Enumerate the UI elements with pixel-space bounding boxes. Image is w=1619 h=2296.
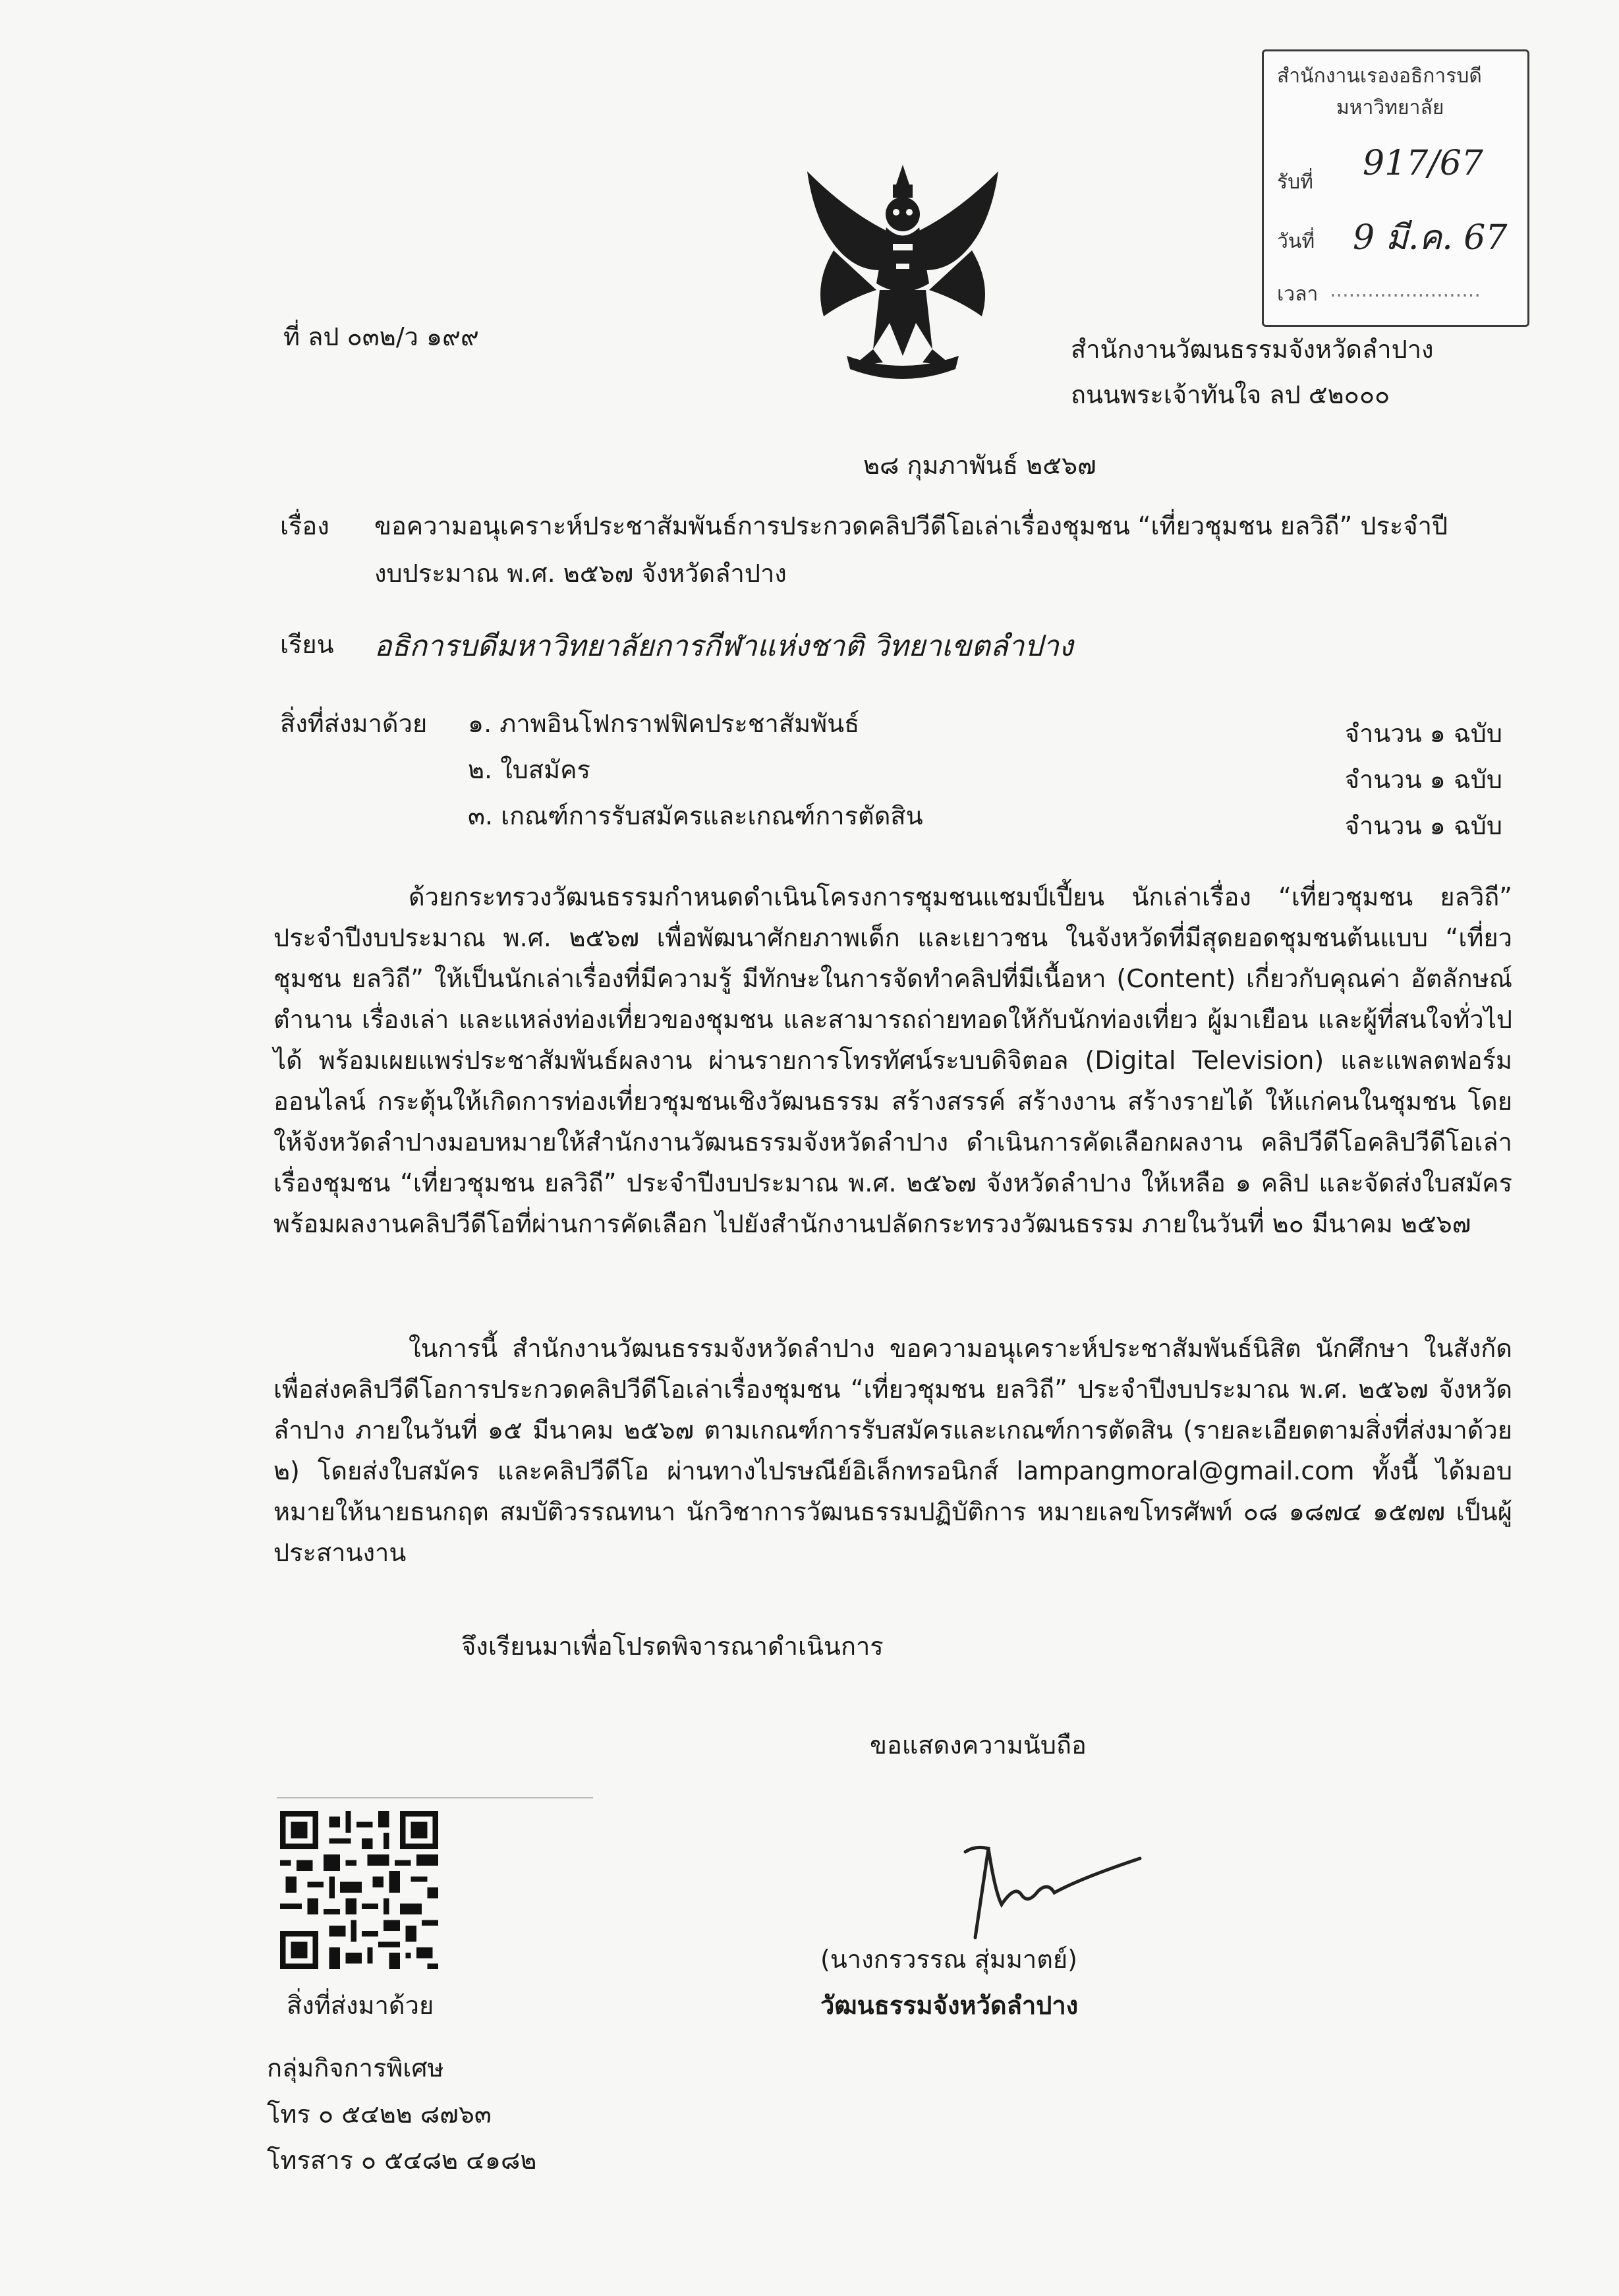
- stamp-university: มหาวิทยาลัย: [1336, 96, 1444, 119]
- salutation-recipient: อธิการบดีมหาวิทยาลัยการกีฬาแห่งชาติ วิทยาเขตลำปาง: [374, 629, 1073, 663]
- stamp-date-label: วันที่: [1277, 230, 1315, 253]
- body-paragraph-1: [273, 876, 1512, 1244]
- stamp-date-value: 9 มี.ค. 67: [1353, 218, 1508, 258]
- enclosure-qty-1: จำนวน ๑ ฉบับ: [1344, 719, 1502, 748]
- receipt-stamp: [1262, 49, 1529, 327]
- enclosures-label: สิ่งที่ส่งมาด้วย: [280, 709, 428, 738]
- office-address: ถนนพระเจ้าทันใจ ลป ๕๒๐๐๐: [1071, 380, 1390, 409]
- stamp-receive-label: รับที่: [1277, 171, 1313, 194]
- qr-caption: สิ่งที่ส่งมาด้วย: [287, 1991, 434, 2020]
- enclosure-item-3: ๓. เกณฑ์การรับสมัครและเกณฑ์การตัดสิน: [468, 801, 923, 830]
- stamp-office: สำนักงานเรองอธิการบดี: [1277, 65, 1482, 88]
- subject-line-1: ขอความอนุเคราะห์ประชาสัมพันธ์การประกวดคลิปวีดีโอเล่าเรื่องชุมชน “เที่ยวชุมชน ยลวิถี” ประจำปี: [374, 511, 1448, 540]
- department: กลุ่มกิจการพิเศษ: [267, 2053, 444, 2082]
- stamp-receive-number: 917/67: [1363, 144, 1483, 183]
- enclosure-qty-2: จำนวน ๑ ฉบับ: [1344, 765, 1502, 794]
- phone-number: โทร ๐ ๕๔๒๒ ๘๗๖๓: [267, 2100, 492, 2129]
- body-paragraph-2-text: ในการนี้ สำนักงานวัฒนธรรมจังหวัดลำปาง ขอความอนุเคราะห์ประชาสัมพันธ์นิสิต นักศึกษา ในสังกัด เพื่อส่งคลิปวีดีโอการประกวดคลิปวีดีโอเล่าเรื่องชุมชน “เที่ยวชุมชน ยลวิถี” ประจำปีงบประมาณ พ.ศ. ๒๕๖๗ จังหวัดลำปาง ภายในวันที่ ๑๕ มีนาคม ๒๕๖๗ ตามเกณฑ์การรับสมัครและเกณฑ์การตัดสิน (รายละเอียดตามสิ่งที่ส่งมาด้วย ๒) โดยส่งใบสมัคร และคลิปวีดีโอ ผ่านทางไปรษณีย์อิเล็กทรอนิกส์ lampangmoral@gmail.com ทั้งนี้ ได้มอบหมายให้นายธนกฤต สมบัติวรรณทนา นักวิชาการวัฒนธรรมปฏิบัติการ หมายเลขโทรศัพท์ ๐๘ ๑๘๗๔ ๑๕๗๗ เป็นผู้ประสานงาน: [273, 1334, 1512, 1567]
- signatory-name: (นางกรวรรณ สุ่มมาตย์): [820, 1945, 1078, 1974]
- office-name: สำนักงานวัฒนธรรมจังหวัดลำปาง: [1071, 335, 1434, 364]
- enclosure-item-1: ๑. ภาพอินโฟกราฟฟิคประชาสัมพันธ์: [468, 709, 860, 738]
- reference-number: ที่ ลป ๐๓๒/ว ๑๙๙: [283, 322, 479, 351]
- stamp-time-label: เวลา: [1277, 283, 1319, 306]
- enclosure-qty-3: จำนวน ๑ ฉบับ: [1344, 811, 1502, 840]
- body-paragraph-2: [273, 1328, 1512, 1573]
- letter-date: ๒๘ กุมภาพันธ์ ๒๕๖๗: [863, 451, 1096, 480]
- qr-code-icon[interactable]: [280, 1811, 438, 1969]
- divider: [277, 1797, 593, 1798]
- salutation-label: เรียน: [280, 630, 334, 659]
- subject-label: เรื่อง: [280, 511, 329, 540]
- garuda-emblem-icon: [794, 158, 1011, 395]
- signatory-position: วัฒนธรรมจังหวัดลำปาง: [820, 1991, 1079, 2020]
- body-paragraph-1-text: ด้วยกระทรวงวัฒนธรรมกำหนดดำเนินโครงการชุมชนแชมป์เปี้ยน นักเล่าเรื่อง “เที่ยวชุมชน ยลวิถี” ประจำปีงบประมาณ พ.ศ. ๒๕๖๗ เพื่อพัฒนาศักยภาพเด็ก และเยาวชน ในจังหวัดที่มีสุดยอดชุมชนต้นแบบ “เที่ยวชุมชน ยลวิถี” ให้เป็นนักเล่าเรื่องที่มีความรู้ มีทักษะในการจัดทำคลิปที่มีเนื้อหา (Content) เกี่ยวกับคุณค่า อัตลักษณ์ ตำนาน เรื่องเล่า และแหล่งท่องเที่ยวของชุมชน และสามารถถ่ายทอดให้กับนักท่องเที่ยว ผู้มาเยือน และผู้ที่สนใจทั่วไปได้ พร้อมเผยแพร่ประชาสัมพันธ์ผลงาน ผ่านรายการโทรทัศน์ระบบดิจิตอล (Digital Television) และแพลตฟอร์มออนไลน์ กระตุ้นให้เกิดการท่องเที่ยวชุมชนเชิงวัฒนธรรม สร้างสรรค์ สร้างงาน สร้างรายได้ ให้แก่คนในชุมชน โดยให้จังหวัดลำปางมอบหมายให้สำนักงานวัฒนธรรมจังหวัดลำปาง ดำเนินการคัดเลือกผลงาน คลิปวีดีโอคลิปวีดีโอเล่าเรื่องชุมชน “เที่ยวชุมชน ยลวิถี” ประจำปีงบประมาณ พ.ศ. ๒๕๖๗ จังหวัดลำปาง ให้เหลือ ๑ คลิป และจัดส่งใบสมัครพร้อมผลงานคลิปวีดีโอที่ผ่านการคัดเลือก ไปยังสำนักงานปลัดกระทรวงวัฒนธรรม ภายในวันที่ ๒๐ มีนาคม ๒๕๖๗: [273, 882, 1512, 1238]
- regards: ขอแสดงความนับถือ: [870, 1731, 1087, 1760]
- subject-line-2: งบประมาณ พ.ศ. ๒๕๖๗ จังหวัดลำปาง: [374, 559, 787, 588]
- fax-number: โทรสาร ๐ ๕๔๘๒ ๔๑๘๒: [267, 2146, 537, 2175]
- enclosure-item-2: ๒. ใบสมัคร: [468, 755, 590, 784]
- closing-request: จึงเรียนมาเพื่อโปรดพิจารณาดำเนินการ: [461, 1632, 884, 1661]
- stamp-time-dots: ........................: [1330, 279, 1481, 302]
